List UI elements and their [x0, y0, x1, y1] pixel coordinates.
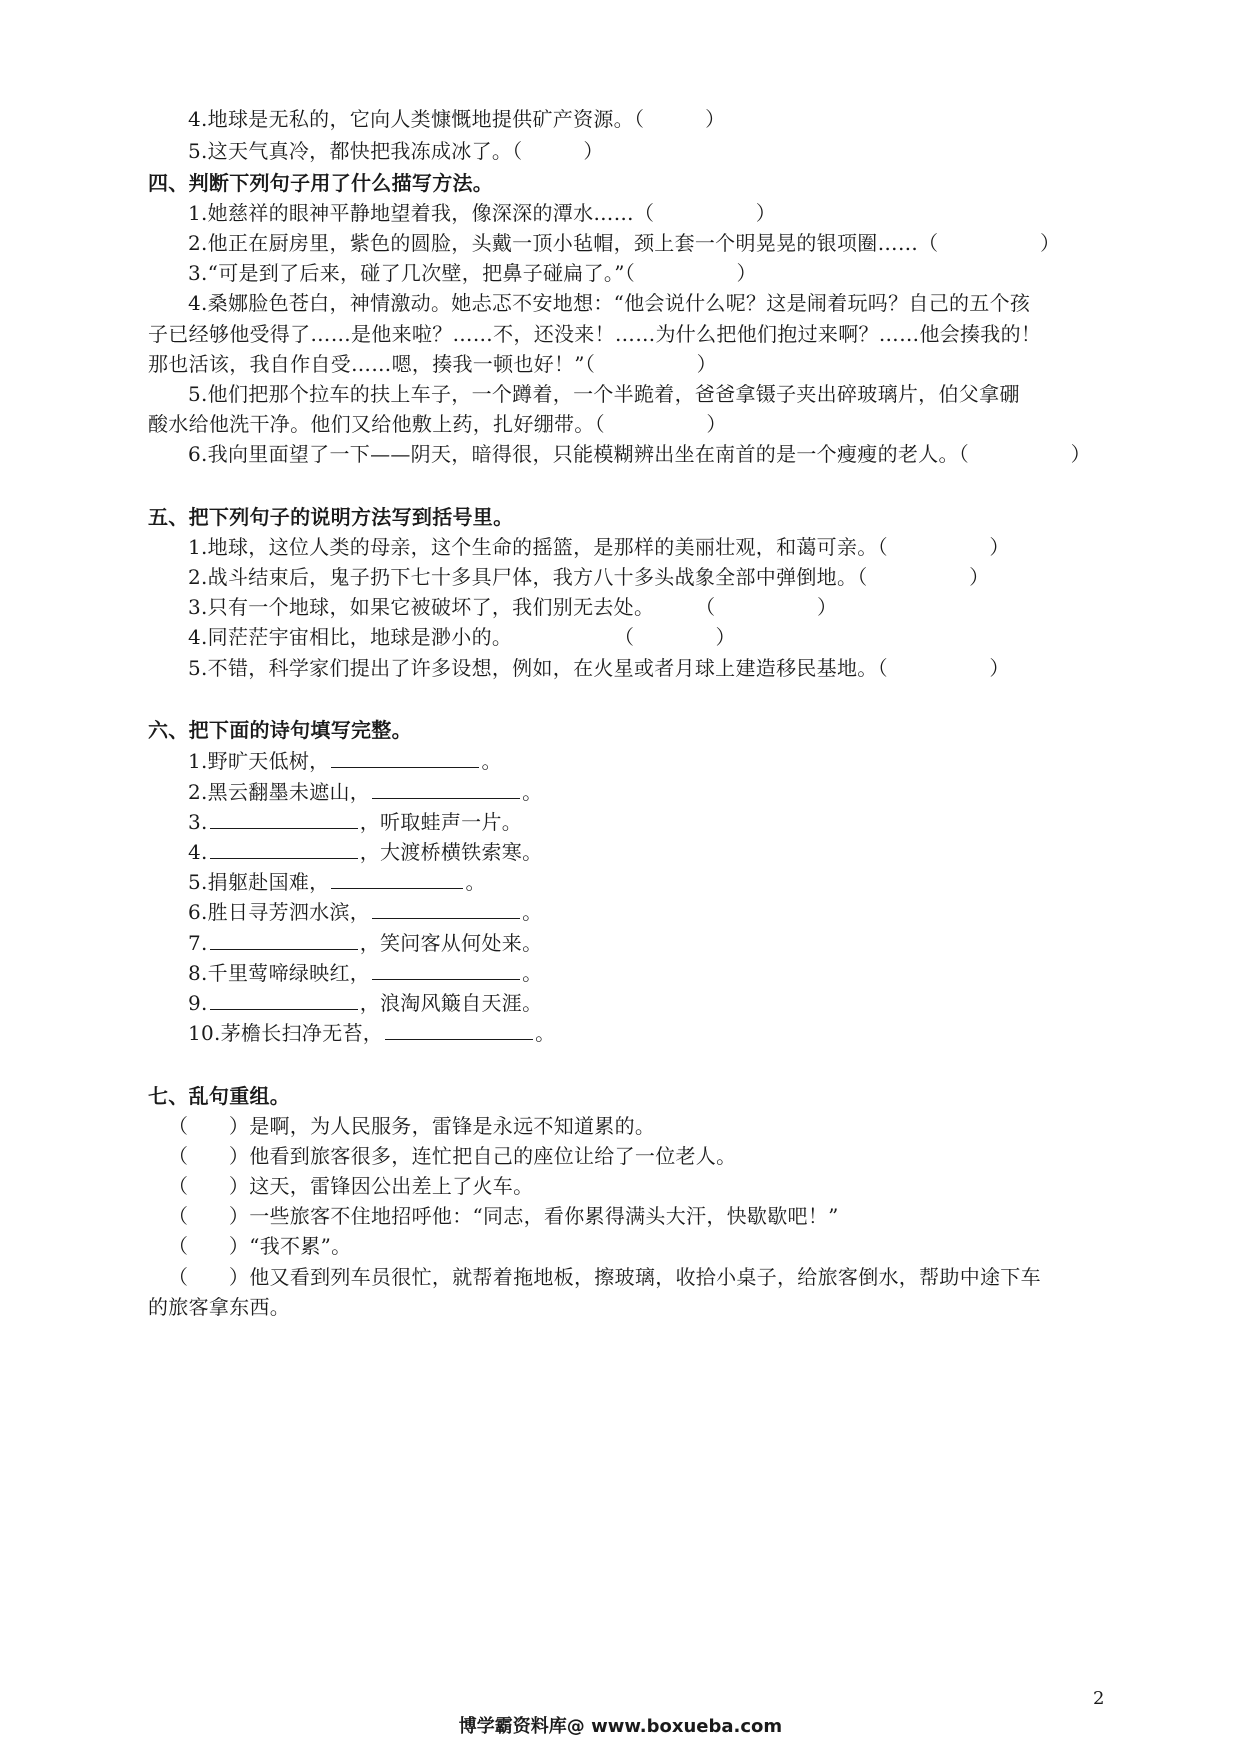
- section-4-heading: 四、判断下列句子用了什么描写方法。: [148, 171, 494, 195]
- s4-line-3: 3.“可是到了后来，碰了几次壁，把鼻子碰扁了。”（ ）: [188, 261, 757, 285]
- s5-line-5: 5.不错，科学家们提出了许多设想，例如，在火星或者月球上建造移民基地。（ ）: [188, 656, 1010, 680]
- answer-blank[interactable]: [210, 929, 358, 950]
- s6-line-7: [188, 929, 542, 956]
- section-5-heading: 五、把下列句子的说明方法写到括号里。: [148, 505, 514, 529]
- s6-line-2: [188, 778, 542, 805]
- s4-line-2: 2.他正在厨房里，紫色的圆脸，头戴一顶小毡帽，颈上套一个明晃晃的银项圈……（ ）: [188, 231, 1061, 255]
- s6-line-1-post: 。: [481, 749, 502, 773]
- s4-line-8: 酸水给他洗干净。他们又给他敷上药，扎好绷带。（ ）: [148, 412, 727, 436]
- s6-line-10: [188, 1019, 555, 1046]
- answer-blank[interactable]: [385, 1019, 533, 1040]
- s4-line-5: 子已经够他受得了……是他来啦？……不，还没来！……为什么把他们抱过来啊？……他会揍我的！: [148, 322, 1042, 346]
- s3-item-5: 5.这天气真冷，都快把我冻成冰了。（ ）: [188, 139, 604, 163]
- s6-line-1-pre: 1.野旷天低树，: [188, 749, 330, 773]
- s4-line-9: 6.我向里面望了一下——阴天，暗得很，只能模糊辨出坐在南首的是一个瘦瘦的老人。（ ）: [188, 442, 1091, 466]
- s6-line-5-pre: 5.捐躯赴国难，: [188, 870, 330, 894]
- s5-line-1: 1.地球，这位人类的母亲，这个生命的摇篮，是那样的美丽壮观，和蔼可亲。（ ）: [188, 535, 1010, 559]
- s6-line-2-pre: 2.黑云翻墨未遮山，: [188, 780, 371, 804]
- answer-blank[interactable]: [372, 959, 520, 980]
- s5-line-3: 3.只有一个地球，如果它被破坏了，我们别无去处。 （ ）: [188, 595, 838, 619]
- answer-blank[interactable]: [372, 898, 520, 919]
- s4-line-6: 那也活该，我自作自受……嗯，揍我一顿也好！”（ ）: [148, 352, 717, 376]
- answer-blank[interactable]: [210, 989, 358, 1010]
- answer-blank[interactable]: [210, 808, 358, 829]
- s6-line-5-post: 。: [465, 870, 486, 894]
- s6-line-3-post: ，听取蛙声一片。: [359, 810, 523, 834]
- s6-line-8: [188, 959, 542, 986]
- s7-line-6: （ ）他又看到列车员很忙，就帮着拖地板，擦玻璃，收拾小桌子，给旅客倒水，帮助中途下车: [168, 1265, 1041, 1289]
- s6-line-1: [188, 747, 502, 774]
- s4-line-7: 5.他们把那个拉车的扶上车子，一个蹲着，一个半跪着，爸爸拿镊子夹出碎玻璃片，伯父拿硼: [188, 382, 1020, 406]
- answer-blank[interactable]: [331, 747, 479, 768]
- s6-line-6: [188, 898, 542, 925]
- page-number: 2: [1093, 1688, 1105, 1709]
- section-7-heading: 七、乱句重组。: [148, 1084, 291, 1108]
- s6-line-7-post: ，笑问客从何处来。: [359, 931, 543, 955]
- s7-line-7: 的旅客拿东西。: [148, 1295, 291, 1319]
- s6-line-6-post: 。: [522, 900, 543, 924]
- s6-line-10-post: 。: [535, 1021, 556, 1045]
- s6-line-10-pre: 10.茅檐长扫净无苔，: [188, 1021, 384, 1045]
- s5-line-2: 2.战斗结束后，鬼子扔下七十多具尸体，我方八十多头战象全部中弹倒地。（ ）: [188, 565, 990, 589]
- s5-line-4: 4.同茫茫宇宙相比，地球是渺小的。 （ ）: [188, 625, 736, 649]
- s7-line-4: （ ）一些旅客不住地招呼他：“同志，看你累得满头大汗，快歇歇吧！”: [168, 1204, 839, 1228]
- s6-line-6-pre: 6.胜日寻芳泗水滨，: [188, 900, 371, 924]
- s6-line-2-post: 。: [522, 780, 543, 804]
- s6-line-9-pre: 9.: [188, 991, 208, 1015]
- s6-line-4-post: ，大渡桥横铁索寒。: [359, 840, 543, 864]
- answer-blank[interactable]: [331, 868, 463, 889]
- s4-line-1: 1.她慈祥的眼神平静地望着我，像深深的潭水……（ ）: [188, 201, 777, 225]
- s7-line-5: （ ）“我不累”。: [168, 1234, 352, 1258]
- s6-line-8-post: 。: [522, 961, 543, 985]
- s6-line-8-pre: 8.千里莺啼绿映红，: [188, 961, 371, 985]
- s7-line-3: （ ）这天，雷锋因公出差上了火车。: [168, 1174, 534, 1198]
- s6-line-9-post: ，浪淘风簸自天涯。: [359, 991, 543, 1015]
- s4-line-4: 4.桑娜脸色苍白，神情激动。她忐忑不安地想：“他会说什么呢？这是闹着玩吗？自己的五个孩: [188, 291, 1031, 315]
- answer-blank[interactable]: [372, 778, 520, 799]
- s3-item-4: 4.地球是无私的，它向人类慷慨地提供矿产资源。（ ）: [188, 107, 726, 131]
- s6-line-3-pre: 3.: [188, 810, 208, 834]
- s7-line-2: （ ）他看到旅客很多，连忙把自己的座位让给了一位老人。: [168, 1144, 737, 1168]
- s6-line-9: [188, 989, 542, 1016]
- s7-line-1: （ ）是啊，为人民服务，雷锋是永远不知道累的。: [168, 1114, 656, 1138]
- s6-line-4-pre: 4.: [188, 840, 208, 864]
- s6-line-4: [188, 838, 542, 865]
- s6-line-5: [188, 868, 486, 895]
- answer-blank[interactable]: [210, 838, 358, 859]
- section-6-heading: 六、把下面的诗句填写完整。: [148, 718, 412, 742]
- footer-watermark: 博学霸资料库@ www.boxueba.com: [458, 1716, 783, 1737]
- s6-line-3: [188, 808, 522, 835]
- s6-line-7-pre: 7.: [188, 931, 208, 955]
